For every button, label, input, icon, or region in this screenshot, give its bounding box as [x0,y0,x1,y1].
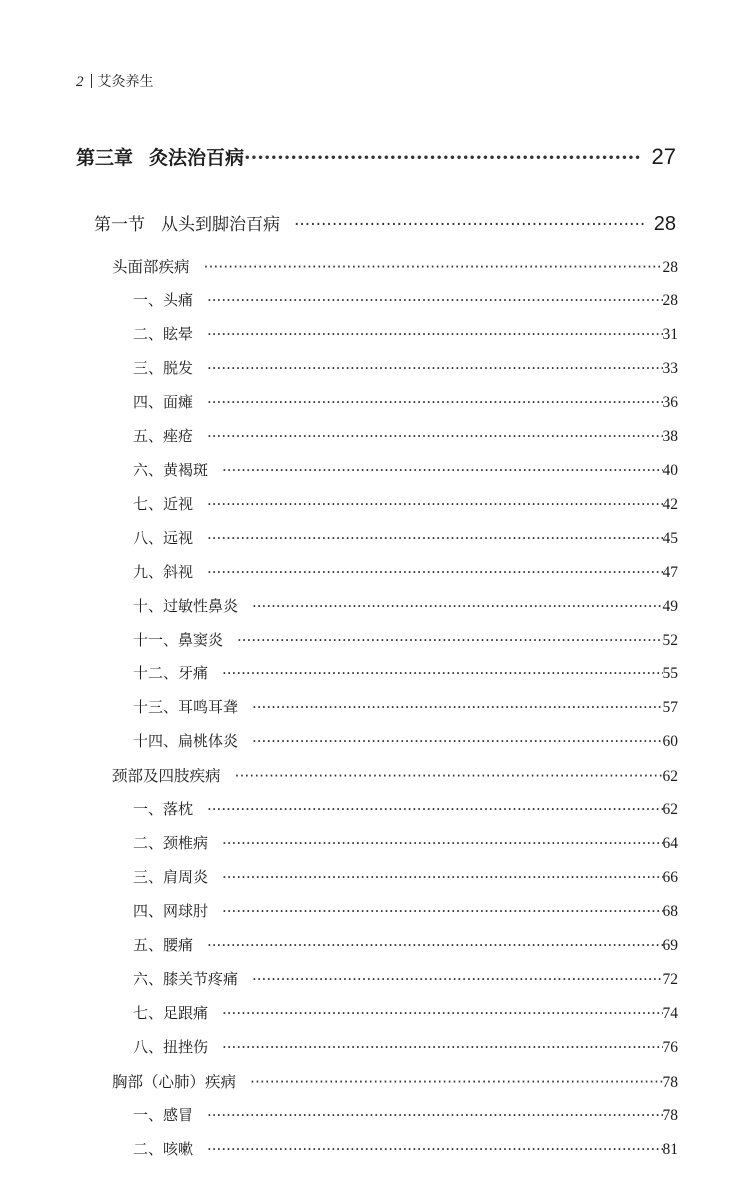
toc-item-entry[interactable] [133,357,678,378]
toc-item-entry[interactable] [133,425,678,446]
section-page-number: 28 [653,213,676,235]
entry-page-number: 52 [662,631,678,649]
toc-subsection-entry[interactable] [112,255,678,277]
entry-title: 颈部及四肢疾病 [112,767,221,786]
dot-leader [207,291,662,309]
dot-leader [222,461,662,479]
dot-leader [222,834,662,852]
entry-title: 三、脱发 [133,358,194,377]
dot-leader [252,970,662,988]
section-heading [94,210,280,235]
dot-leader [252,698,662,716]
chapter-heading [76,143,244,170]
entry-title: 八、扭挫伤 [133,1037,209,1056]
entry-title: 五、痤疮 [133,426,194,445]
entry-title: 二、颈椎病 [133,834,209,853]
dot-leader [207,427,662,445]
entry-title: 七、足跟痛 [133,1003,209,1022]
toc-item-entry[interactable] [133,662,678,683]
dot-leader [207,529,662,547]
dot-leader [222,868,662,886]
dot-leader [222,902,662,920]
entry-page-number: 78 [662,1106,678,1124]
entry-page-number: 76 [662,1038,678,1056]
entry-title: 四、网球肘 [133,902,209,921]
toc-item-entry[interactable] [133,1036,678,1057]
toc-item-entry[interactable] [133,866,678,887]
entry-title: 七、近视 [133,494,194,513]
entry-page-number: 57 [662,699,678,717]
dot-leader [207,1140,662,1158]
dot-leader [252,597,662,615]
entry-title: 一、落枕 [133,800,194,819]
entry-title: 八、远视 [133,528,194,547]
entry-title: 十四、扁桃体炎 [133,732,239,751]
page-number: 2 [76,74,84,90]
entry-title: 一、头痛 [133,290,194,309]
toc-item-entry[interactable] [133,527,678,548]
entry-page-number: 47 [662,563,678,581]
dot-leader [222,664,662,682]
entry-page-number: 62 [662,801,678,819]
entry-page-number: 68 [662,903,678,921]
toc-item-entry[interactable] [133,629,678,650]
toc-item-entry[interactable] [133,391,678,412]
header-divider [91,74,92,88]
toc-section-entry[interactable] [94,210,676,236]
toc-subsection-entry[interactable] [112,1070,678,1092]
entry-title: 四、面瘫 [133,392,194,411]
entry-title: 头面部疾病 [112,258,190,276]
entry-page-number: 38 [662,427,678,445]
dot-leader [222,1004,662,1022]
entry-page-number: 81 [662,1140,678,1158]
entry-title: 九、斜视 [133,562,194,581]
entry-title: 十二、牙痛 [133,664,209,683]
dot-leader [237,631,662,649]
entry-page-number: 55 [662,665,678,683]
toc-item-entry[interactable] [133,832,678,853]
toc-item-entry[interactable] [133,561,678,582]
entry-page-number: 33 [662,359,678,377]
chapter-label: 第三章 [76,147,134,169]
chapter-title: 灸法治百病 [149,147,245,169]
entry-page-number: 40 [662,461,678,479]
dot-leader [204,258,663,276]
entry-title: 二、眩晕 [133,324,194,343]
entry-title: 二、咳嗽 [133,1139,194,1158]
dot-leader [207,359,662,377]
dot-leader [235,767,663,785]
entry-page-number: 28 [662,291,678,309]
toc-item-entry[interactable] [133,798,678,819]
entry-page-number: 45 [662,529,678,547]
dot-leader [207,936,662,954]
entry-page-number: 36 [662,393,678,411]
dot-leader [222,1038,662,1056]
entry-title: 五、腰痛 [133,936,194,954]
dot-leader [294,215,644,235]
toc-item-entry[interactable] [133,730,678,751]
dot-leader [207,495,662,513]
entry-page-number: 72 [662,971,678,988]
toc-item-entry[interactable] [133,1138,678,1159]
entry-page-number: 69 [662,937,678,954]
entry-page-number: 60 [662,733,678,751]
toc-item-entry[interactable] [133,1002,678,1023]
entry-title: 胸部（心肺）疾病 [112,1072,237,1091]
entry-title: 六、黄褐斑 [133,460,209,479]
dot-leader [250,1073,662,1091]
toc-item-entry[interactable] [133,595,678,616]
dot-leader [207,1106,662,1124]
book-title: 艾灸养生 [97,74,154,90]
toc-chapter-entry[interactable] [76,143,676,170]
entry-title: 六、膝关节疼痛 [133,970,239,988]
entry-page-number: 64 [662,835,678,853]
entry-page-number: 62 [662,768,678,786]
entry-title: 十一、鼻窦炎 [133,630,224,649]
toc-item-entry[interactable] [133,900,678,921]
entry-title: 十三、耳鸣耳聋 [133,698,239,717]
dot-leader [207,800,662,818]
toc-item-entry[interactable] [133,493,678,514]
chapter-page-number: 27 [651,144,676,169]
dot-leader [252,732,662,750]
entry-page-number: 78 [662,1073,678,1091]
entry-title: 十、过敏性鼻炎 [133,596,239,615]
entry-title: 三、肩周炎 [133,868,209,887]
toc-item-entry[interactable] [133,323,678,344]
toc-item-entry[interactable] [133,696,678,717]
toc-subsection-entry[interactable] [112,764,678,786]
toc-item-entry[interactable] [133,289,678,310]
entry-page-number: 42 [662,495,678,513]
dot-leader [244,147,639,169]
entry-page-number: 31 [662,325,678,343]
dot-leader [207,325,662,343]
toc-item-entry[interactable] [133,1104,678,1125]
entry-page-number: 49 [662,597,678,615]
dot-leader [207,563,662,581]
entry-title: 一、感冒 [133,1105,194,1124]
toc-item-entry[interactable] [133,968,678,989]
entry-page-number: 66 [662,869,678,887]
running-header [76,72,154,92]
toc-item-entry[interactable] [133,459,678,480]
entry-page-number: 74 [662,1004,678,1022]
toc-item-entry[interactable] [133,934,678,955]
dot-leader [207,393,662,411]
section-label: 第一节 [94,215,145,235]
section-title: 从头到脚治百病 [161,215,280,235]
entry-page-number: 28 [662,259,678,276]
